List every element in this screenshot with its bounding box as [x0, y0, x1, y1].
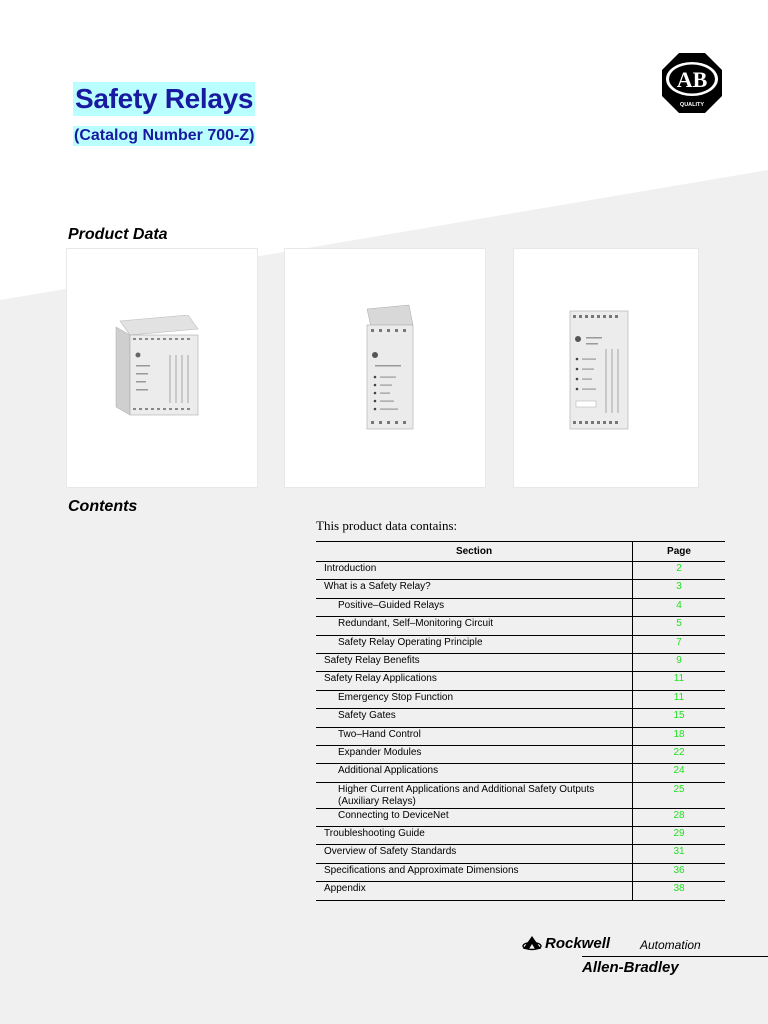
section-title[interactable]: Safety Relay Benefits	[324, 654, 420, 666]
page-number-link[interactable]: 3	[633, 580, 726, 598]
section-cell	[316, 727, 633, 745]
section-title[interactable]: Expander Modules	[338, 746, 422, 758]
relay-photo-medium	[568, 309, 632, 431]
section-title[interactable]: Safety Gates	[338, 710, 396, 722]
section-title[interactable]: Appendix	[324, 883, 366, 895]
section-title[interactable]: Emergency Stop Function	[338, 691, 454, 703]
allen-bradley-brand: Allen-Bradley	[582, 959, 679, 976]
contents-table	[316, 541, 725, 901]
section-title[interactable]: Two–Hand Control	[338, 728, 421, 740]
page-number-link[interactable]: 24	[633, 764, 726, 782]
logo-letters: AB	[676, 67, 708, 92]
section-cell	[316, 808, 633, 826]
section-cell	[316, 845, 633, 863]
allen-bradley-logo	[661, 52, 723, 114]
product-data-heading: Product Data	[68, 226, 168, 243]
table-row	[316, 580, 725, 598]
page-number-link[interactable]: 7	[633, 635, 726, 653]
column-header-page: Page	[633, 542, 726, 562]
section-title[interactable]: Overview of Safety Standards	[324, 846, 457, 858]
table-row	[316, 672, 725, 690]
section-title[interactable]: Specifications and Approximate Dimensions	[324, 864, 519, 876]
table-row	[316, 808, 725, 826]
section-cell	[316, 653, 633, 671]
page-number-link[interactable]: 28	[633, 808, 726, 826]
table-row	[316, 782, 725, 808]
rockwell-automation: Automation	[640, 938, 701, 952]
page-number-link[interactable]: 38	[633, 882, 726, 900]
relay-photo-narrow	[365, 303, 415, 433]
contents-heading: Contents	[68, 498, 138, 515]
section-cell	[316, 745, 633, 763]
page-number-link[interactable]: 22	[633, 745, 726, 763]
section-cell	[316, 709, 633, 727]
product-photo-1	[66, 248, 258, 488]
page-number-link[interactable]: 29	[633, 827, 726, 845]
section-title[interactable]: Safety Relay Applications	[324, 673, 437, 685]
product-photo-3	[513, 248, 699, 488]
section-cell	[316, 617, 633, 635]
page-number-link[interactable]: 18	[633, 727, 726, 745]
page-number-link[interactable]: 4	[633, 598, 726, 616]
section-cell	[316, 690, 633, 708]
page-number-link[interactable]: 9	[633, 653, 726, 671]
table-row	[316, 882, 725, 900]
page-number-link[interactable]: 15	[633, 709, 726, 727]
page-subtitle: (Catalog Number 700-Z)	[74, 127, 255, 144]
page-number-link[interactable]: 31	[633, 845, 726, 863]
rockwell-icon	[522, 935, 542, 953]
table-row	[316, 653, 725, 671]
table-row	[316, 690, 725, 708]
section-cell	[316, 580, 633, 598]
product-photo-2	[284, 248, 486, 488]
section-cell	[316, 672, 633, 690]
table-row	[316, 727, 725, 745]
section-title[interactable]: Additional Applications	[338, 765, 439, 777]
contents-intro: This product data contains:	[316, 518, 458, 533]
table-row	[316, 863, 725, 881]
table-row	[316, 635, 725, 653]
section-title[interactable]: Safety Relay Operating Principle	[338, 636, 483, 648]
page-number-link[interactable]: 11	[633, 690, 726, 708]
table-header-row	[316, 542, 725, 562]
section-title[interactable]: Connecting to DeviceNet	[338, 809, 449, 821]
table-row	[316, 598, 725, 616]
page-title: Safety Relays	[75, 83, 254, 114]
logo-tagline: QUALITY	[679, 102, 705, 108]
table-row	[316, 562, 725, 580]
section-title[interactable]: Higher Current Applications and Additional Safety Outputs (Auxiliary Relays)	[338, 783, 595, 807]
section-title[interactable]: Redundant, Self–Monitoring Circuit	[338, 618, 494, 630]
table-row	[316, 709, 725, 727]
column-header-section: Section	[316, 542, 633, 562]
page-number-link[interactable]: 36	[633, 863, 726, 881]
rockwell-name: Rockwell	[545, 935, 611, 952]
table-row	[316, 827, 725, 845]
section-cell	[316, 635, 633, 653]
section-cell	[316, 882, 633, 900]
table-row	[316, 764, 725, 782]
section-cell	[316, 782, 633, 808]
footer-divider	[582, 956, 768, 957]
section-cell	[316, 764, 633, 782]
table-row	[316, 617, 725, 635]
table-row	[316, 845, 725, 863]
section-cell	[316, 827, 633, 845]
contents-table-body	[316, 562, 725, 901]
section-title[interactable]: Positive–Guided Relays	[338, 599, 445, 611]
section-cell	[316, 562, 633, 580]
relay-photo-wide	[114, 315, 200, 417]
page-number-link[interactable]: 11	[633, 672, 726, 690]
section-cell	[316, 863, 633, 881]
section-title[interactable]: Troubleshooting Guide	[324, 828, 425, 840]
page-number-link[interactable]: 25	[633, 782, 726, 808]
section-title[interactable]: Introduction	[324, 563, 377, 574]
table-row	[316, 745, 725, 763]
section-title[interactable]: What is a Safety Relay?	[324, 581, 431, 593]
page-number-link[interactable]: 5	[633, 617, 726, 635]
page-number-link[interactable]: 2	[633, 562, 726, 580]
section-cell	[316, 598, 633, 616]
